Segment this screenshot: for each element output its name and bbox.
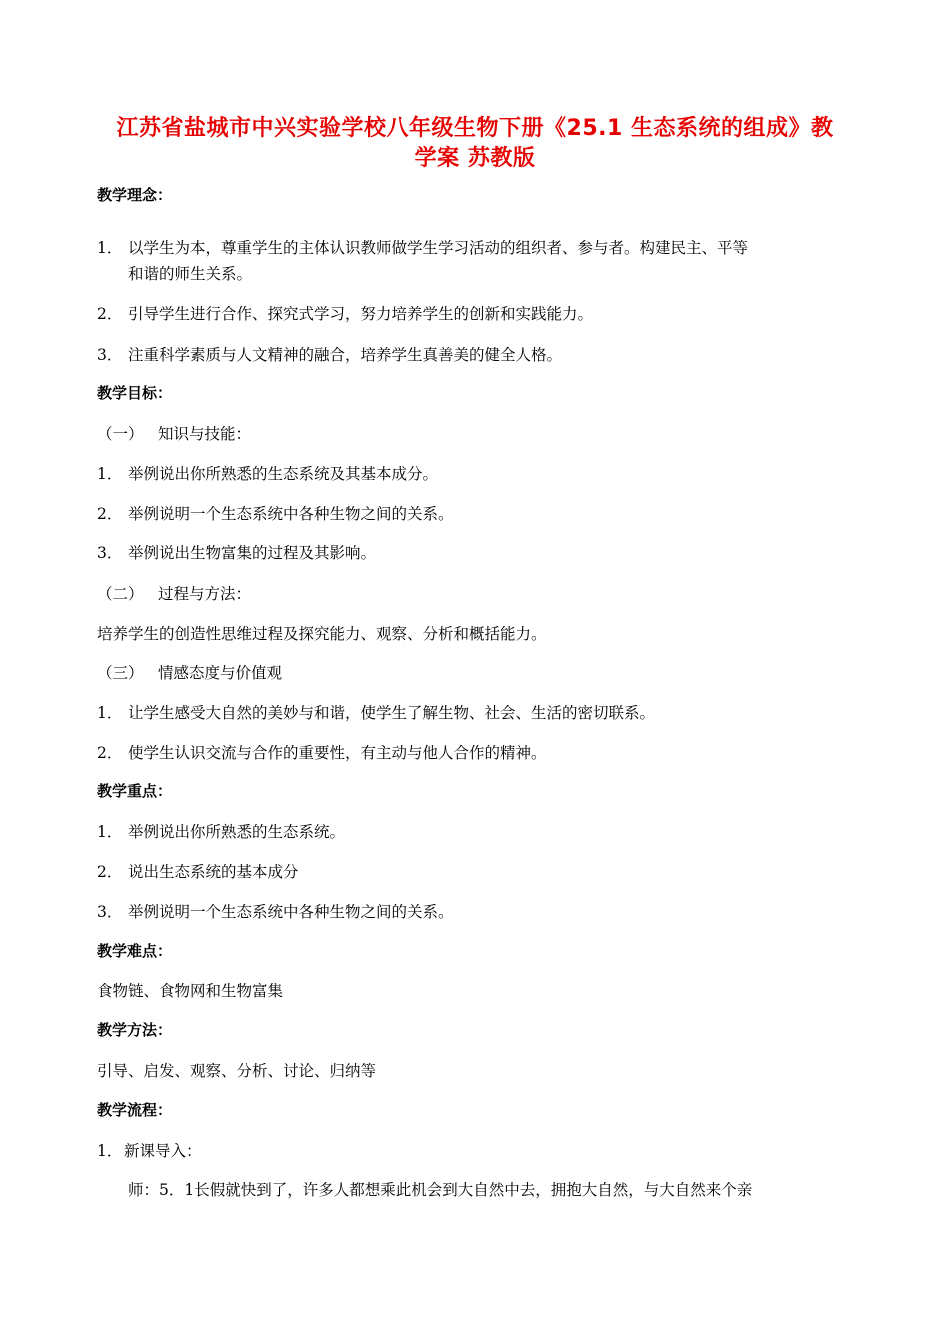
item-text: 引导学生进行合作、探究式学习，努力培养学生的创新和实践能力。 (128, 305, 594, 323)
item-number: 2． (97, 863, 123, 881)
key-point-item-1 (97, 820, 345, 842)
section-heading-key-points: 教学重点： (97, 782, 173, 800)
item-text: 举例说出生物富集的过程及其影响。 (128, 544, 377, 562)
item-text: 举例说明一个生态系统中各种生物之间的关系。 (128, 505, 454, 523)
philosophy-item-1 (97, 236, 748, 258)
item-number: 1． (97, 823, 123, 841)
flow-step-1 (97, 1139, 202, 1161)
objectives-subheading-attitude (97, 661, 282, 683)
item-text: 举例说明一个生态系统中各种生物之间的关系。 (128, 903, 454, 921)
subheading-title: 知识与技能： (158, 425, 252, 443)
subheading-label: （三） (97, 664, 144, 682)
item-text: 使学生认识交流与合作的重要性，有主动与他人合作的精神。 (128, 744, 547, 762)
item-text: 注重科学素质与人文精神的融合，培养学生真善美的健全人格。 (128, 346, 563, 364)
objectives-subheading-process (97, 582, 251, 604)
item-number: 2． (97, 744, 123, 762)
attitude-item-1 (97, 701, 655, 723)
item-text: 以学生为本，尊重学生的主体认识教师做学生学习活动的组织者、参与者。构建民主、平等 (128, 239, 749, 257)
item-number: 1． (97, 465, 123, 483)
section-heading-flow: 教学流程： (97, 1101, 173, 1119)
item-number: 2． (97, 305, 123, 323)
item-number: 3． (97, 903, 123, 921)
attitude-item-2 (97, 741, 547, 763)
difficulties-text: 食物链、食物网和生物富集 (97, 982, 284, 1000)
philosophy-item-2 (97, 302, 593, 324)
item-text: 举例说出你所熟悉的生态系统及其基本成分。 (128, 465, 439, 483)
item-text: 让学生感受大自然的美妙与和谐，使学生了解生物、社会、生活的密切联系。 (128, 704, 656, 722)
teacher-line: 师：5．1长假就快到了，许多人都想乘此机会到大自然中去，拥抱大自然，与大自然来个亲 (128, 1181, 753, 1199)
subheading-title: 过程与方法： (158, 585, 252, 603)
item-number: 3． (97, 346, 123, 364)
item-text: 说出生态系统的基本成分 (128, 863, 299, 881)
title-line-1: 江苏省盐城市中兴实验学校八年级生物下册《25.1 生态系统的组成》教 (116, 116, 834, 141)
knowledge-item-2 (97, 502, 454, 524)
process-text: 培养学生的创造性思维过程及探究能力、观察、分析和概括能力。 (97, 625, 547, 643)
item-number: 1． (97, 704, 123, 722)
key-point-item-2 (97, 860, 299, 882)
key-point-item-3 (97, 900, 454, 922)
subheading-label: （二） (97, 585, 144, 603)
section-heading-difficulties: 教学难点： (97, 942, 173, 960)
item-text: 举例说出你所熟悉的生态系统。 (128, 823, 346, 841)
section-heading-objectives: 教学目标： (97, 384, 173, 402)
document-title (95, 114, 855, 174)
subheading-label: （一） (97, 425, 144, 443)
knowledge-item-3 (97, 541, 376, 563)
item-number: 3． (97, 544, 123, 562)
title-line-2: 学案 苏教版 (414, 146, 536, 171)
subheading-title: 情感态度与价值观 (158, 664, 283, 682)
methods-text: 引导、启发、观察、分析、讨论、归纳等 (97, 1062, 377, 1080)
philosophy-item-3 (97, 343, 562, 365)
item-number: 1． (97, 239, 123, 257)
item-number: 2． (97, 505, 123, 523)
item-text: 新课导入： (124, 1142, 202, 1160)
section-heading-methods: 教学方法： (97, 1021, 173, 1039)
objectives-subheading-knowledge (97, 422, 251, 444)
section-heading-philosophy: 教学理念： (97, 186, 173, 204)
knowledge-item-1 (97, 462, 438, 484)
philosophy-item-1-continued: 和谐的师生关系。 (128, 265, 253, 283)
item-number: 1． (97, 1142, 123, 1160)
